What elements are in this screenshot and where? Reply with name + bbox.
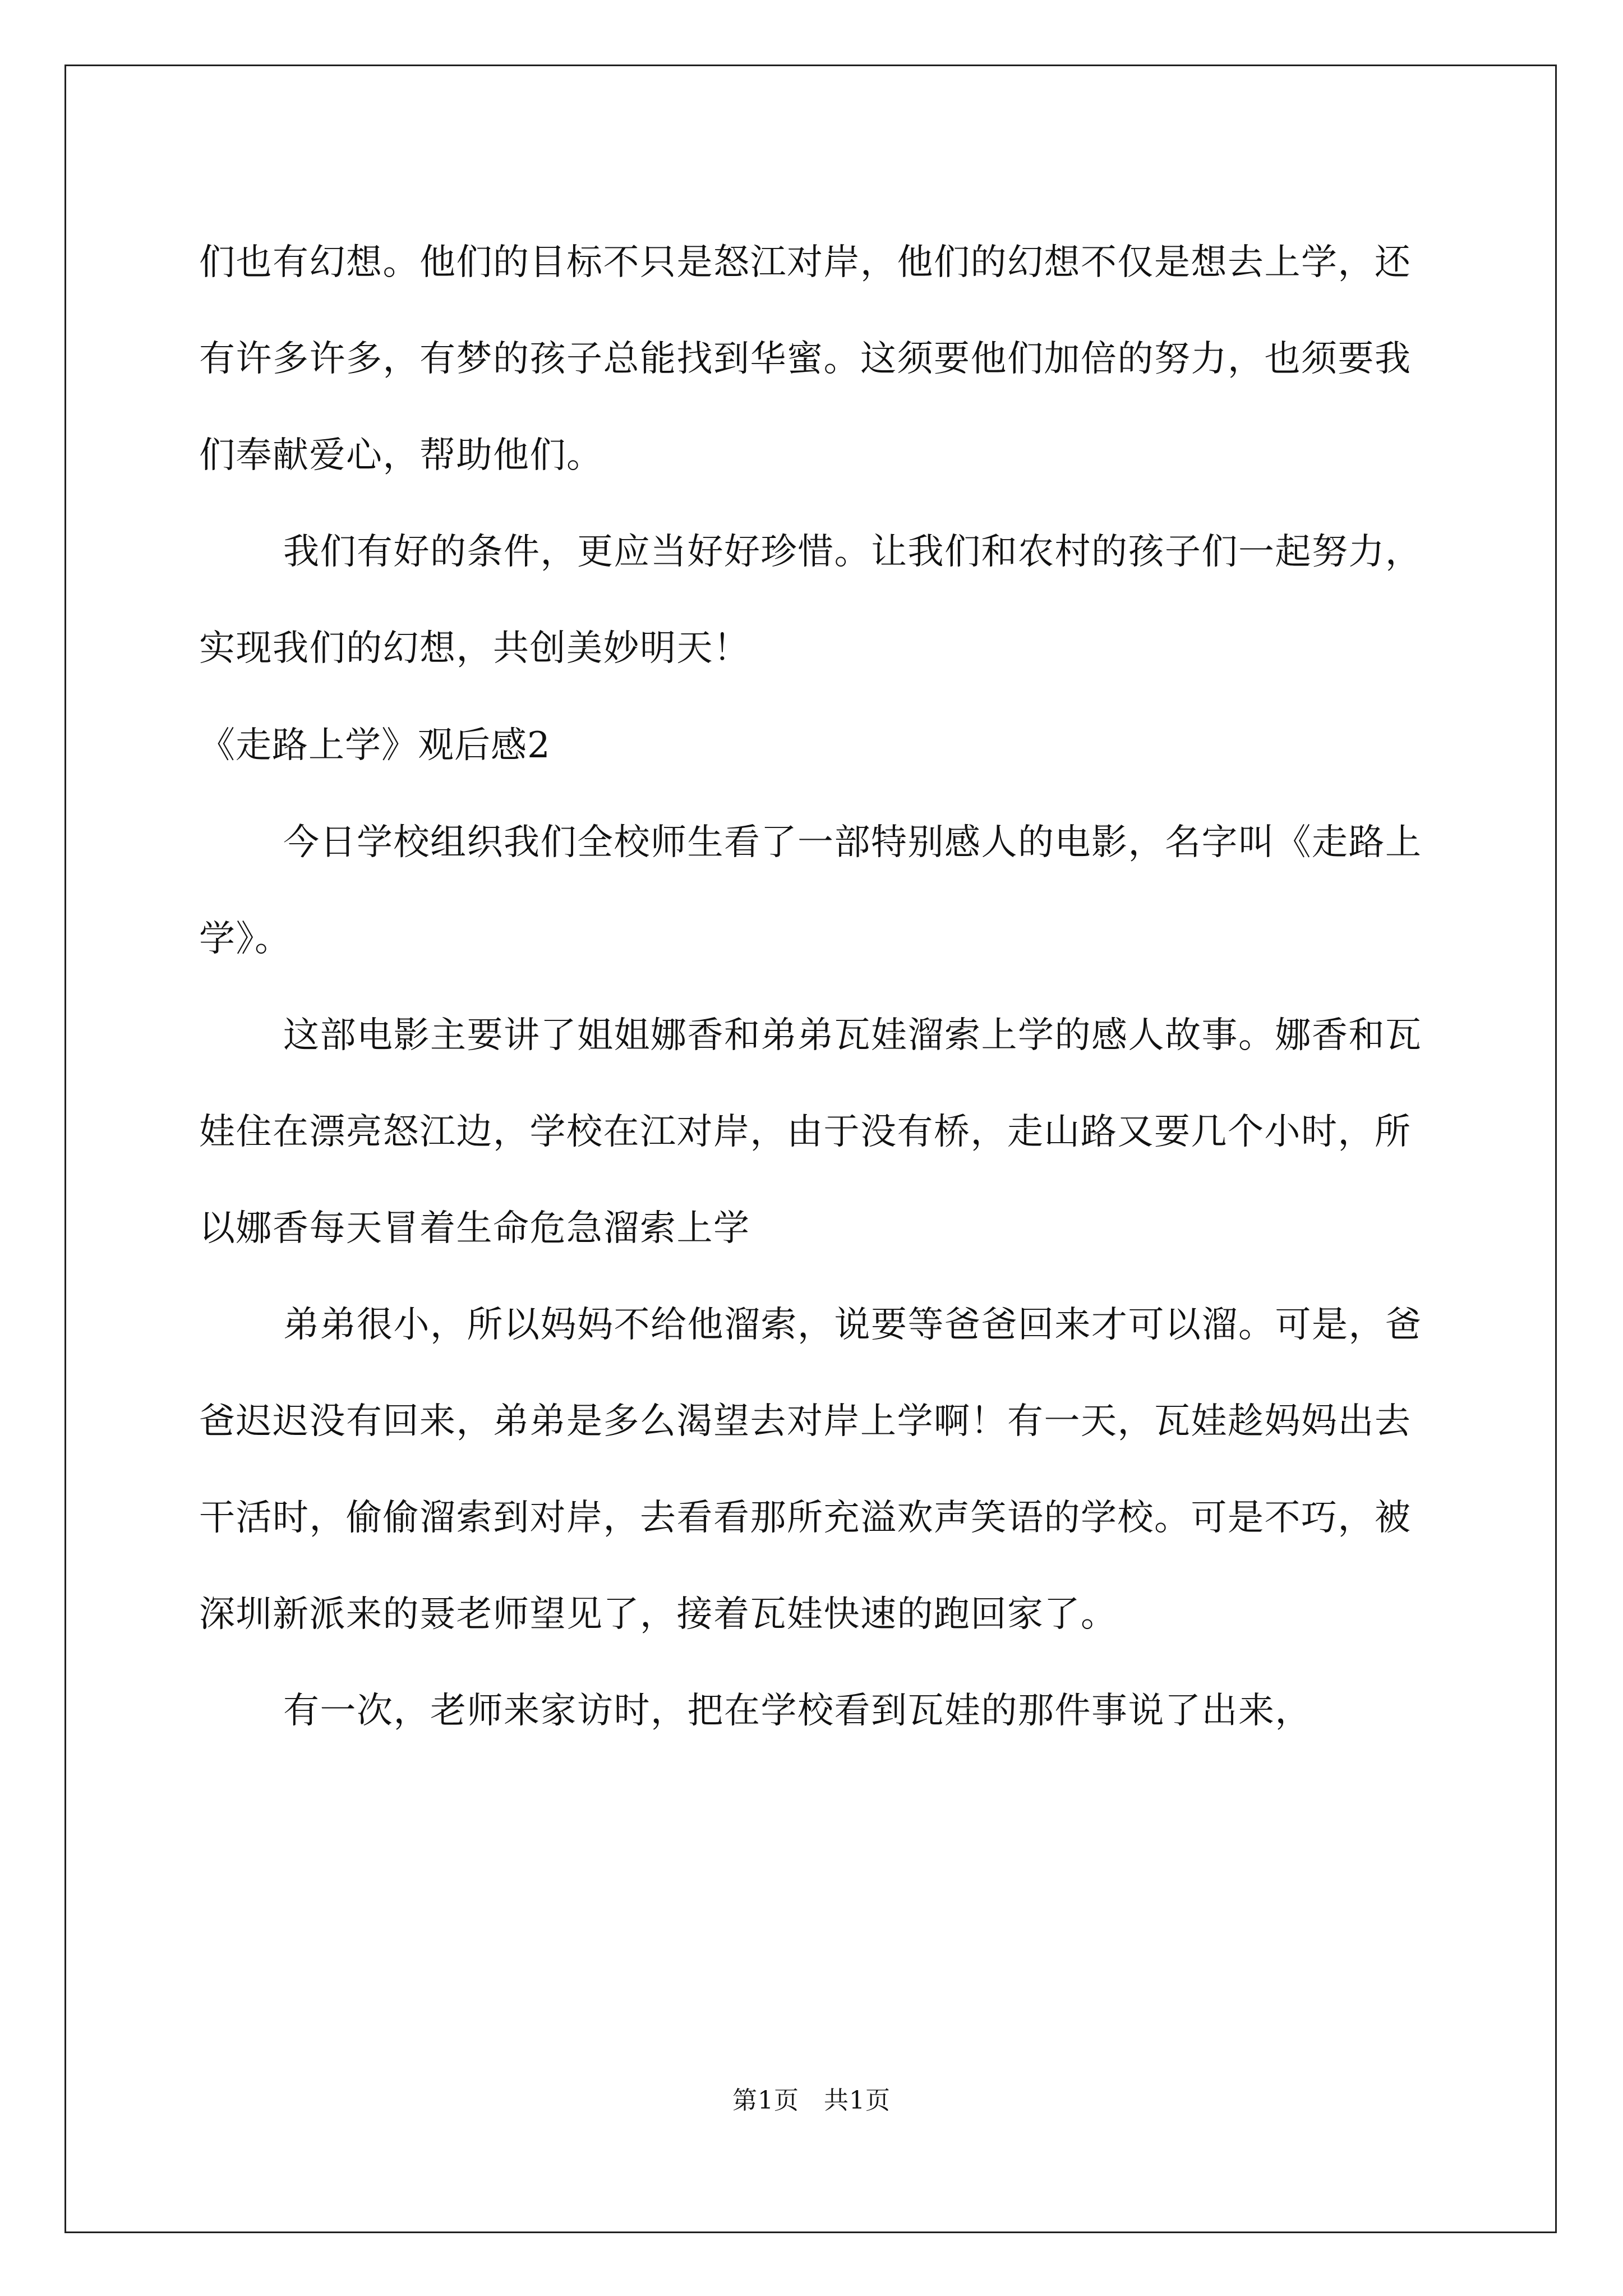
- paragraph: 我们有好的条件，更应当好好珍惜。让我们和农村的孩子们一起努力，实现我们的幻想，共创美妙明天！: [199, 531, 1422, 669]
- paragraph: 今日学校组织我们全校师生看了一部特别感人的电影，名字叫《走路上学》。: [199, 822, 1422, 960]
- paragraph: 弟弟很小，所以妈妈不给他溜索，说要等爸爸回来才可以溜。可是，爸爸迟迟没有回来，弟弟是多么渴望去对岸上学啊！有一天，瓦娃趁妈妈出去干活时，偷偷溜索到对岸，去看看那所充溢欢声笑语的学校。可是不巧，被深圳新派来的聂老师望见了，接着瓦娃快速的跑回家了。: [199, 1304, 1422, 1635]
- document-body: [199, 214, 1433, 1759]
- page-footer: [0, 2084, 1623, 2118]
- paragraph: 这部电影主要讲了姐姐娜香和弟弟瓦娃溜索上学的感人故事。娜香和瓦娃住在漂亮怒江边，学校在江对岸，由于没有桥，走山路又要几个小时，所以娜香每天冒着生命危急溜索上学: [199, 1015, 1422, 1249]
- paragraph-continuation: 们也有幻想。他们的目标不只是怒江对岸，他们的幻想不仅是想去上学，还有许多许多，有梦的孩子总能找到华蜜。这须要他们加倍的努力，也须要我们奉献爱心，帮助他们。: [199, 242, 1412, 476]
- section-heading: 《走路上学》观后感2: [199, 725, 551, 766]
- paragraph: 有一次，老师来家访时，把在学校看到瓦娃的那件事说了出来，: [283, 1690, 1312, 1732]
- page-total: 共1页: [824, 2086, 891, 2115]
- page-number: 第1页: [732, 2086, 799, 2115]
